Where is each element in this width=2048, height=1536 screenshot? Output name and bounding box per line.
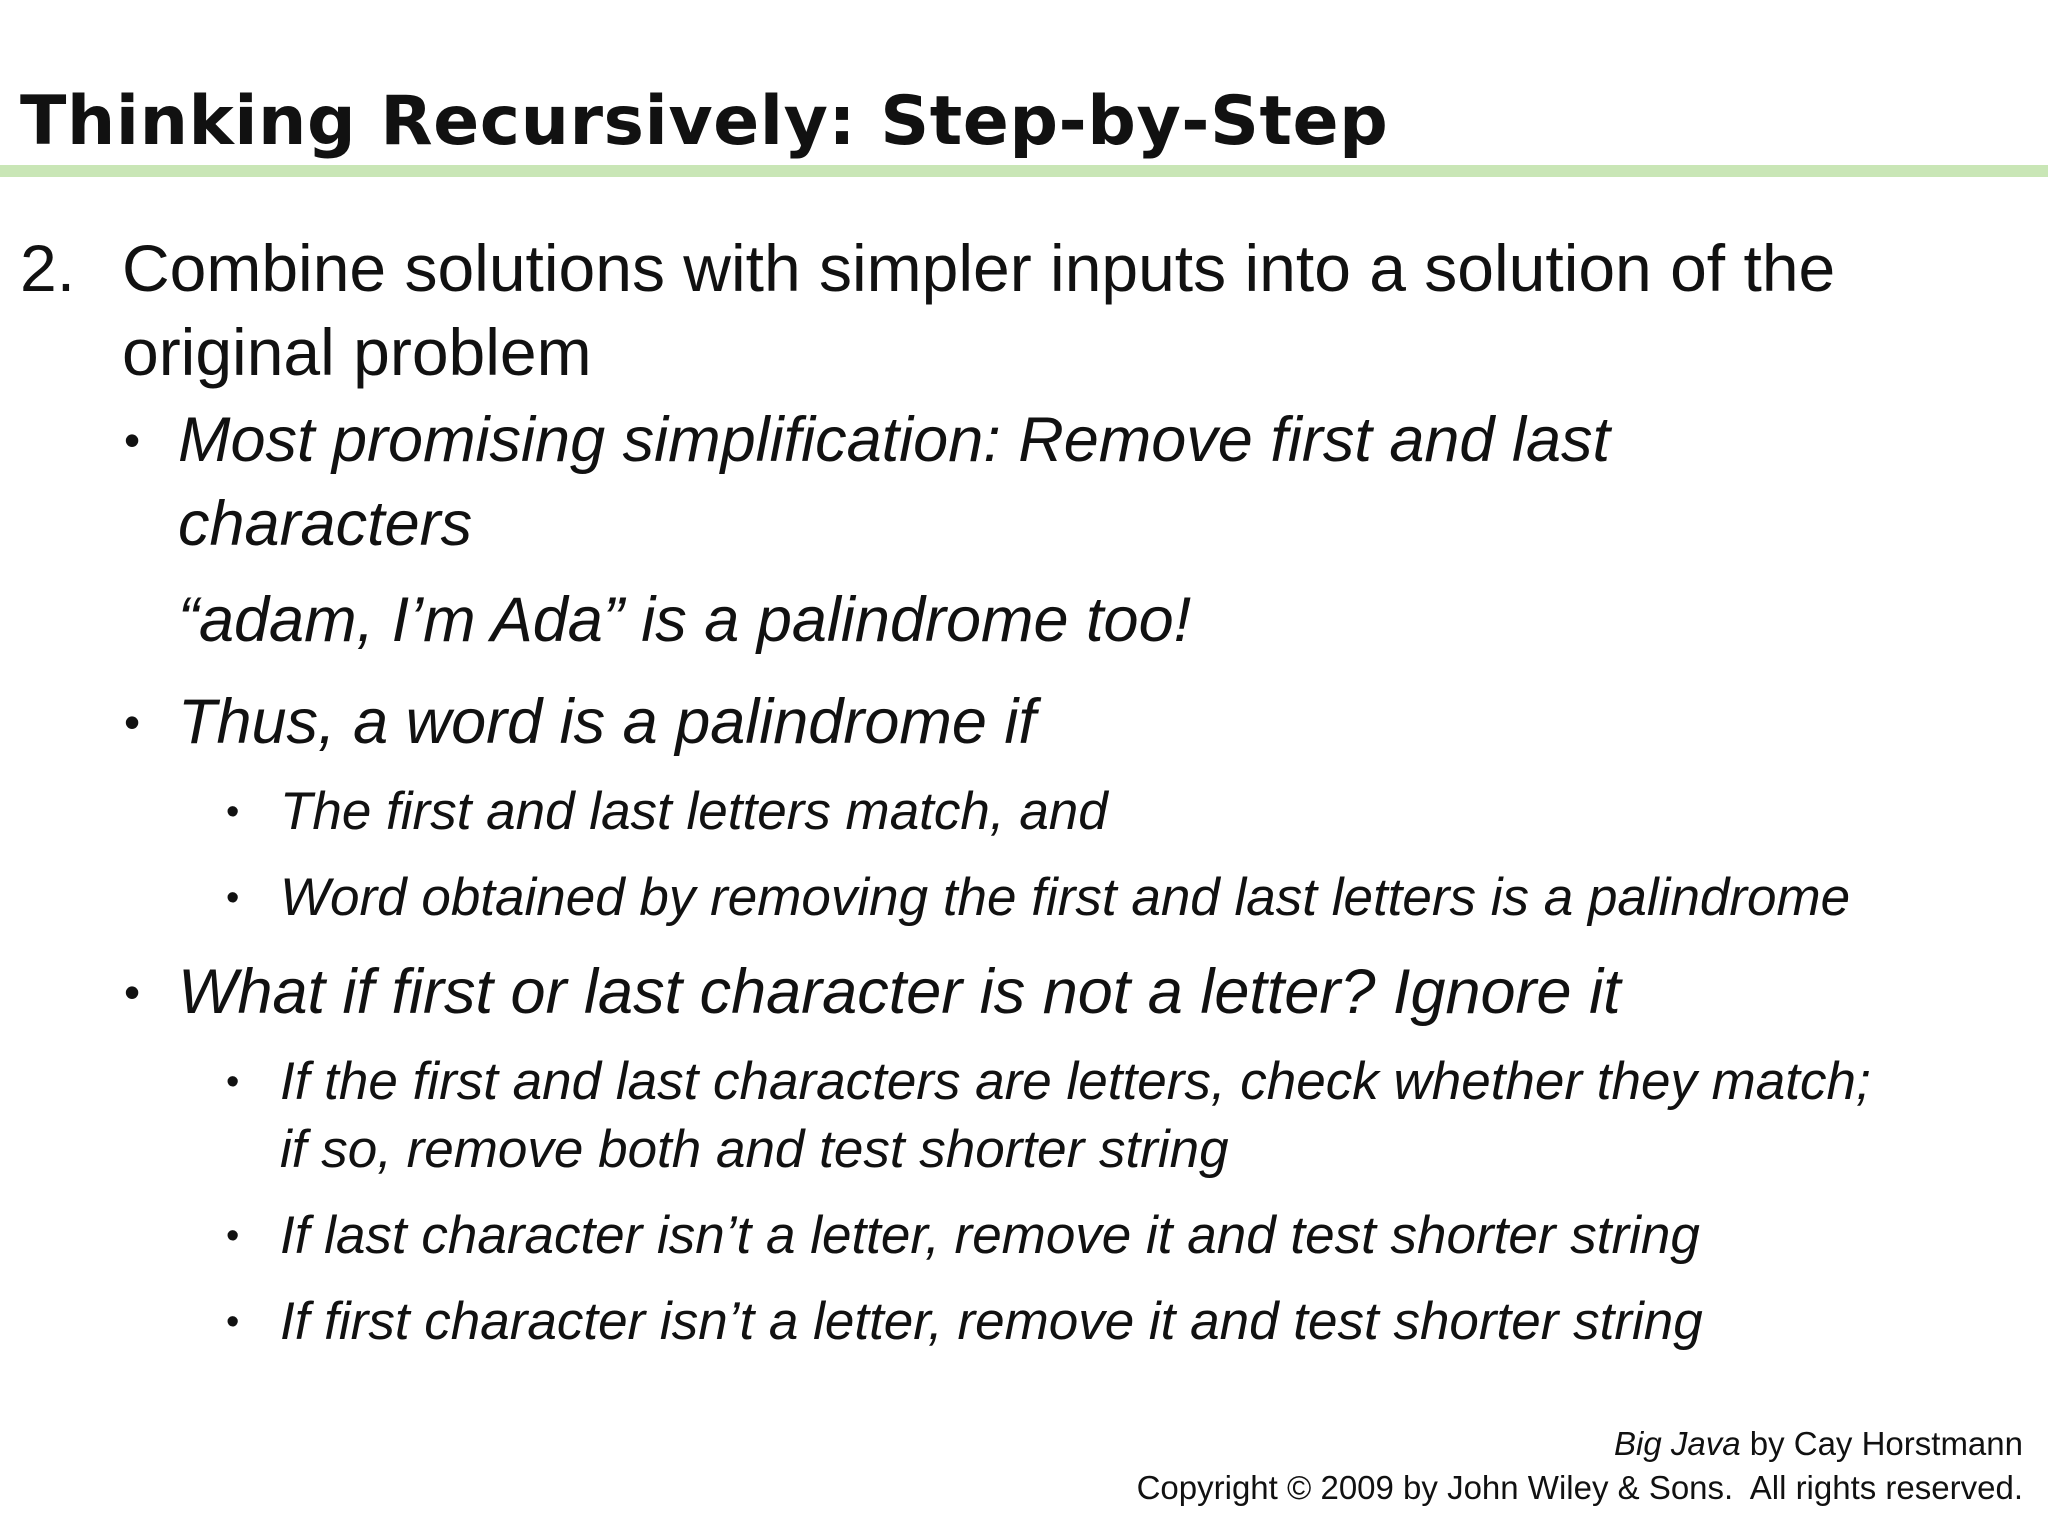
slide-title: Thinking Recursively: Step-by-Step [20, 82, 1389, 161]
sub-bullet-both-letters-line-1: If the first and last characters are letters, check whether they match; [280, 1052, 1871, 1111]
bullet-dot: • [124, 414, 141, 466]
bullet-dot: • [124, 696, 141, 748]
palindrome-example: “adam, I’m Ada” is a palindrome too! [178, 585, 1192, 655]
sub-bullet-first-not-letter: If first character isn’t a letter, remove it and test shorter string [280, 1292, 1703, 1351]
point-text [122, 226, 1835, 394]
book-author: by Cay Horstmann [1740, 1425, 2023, 1462]
point-text-line-2: original problem [122, 315, 592, 389]
sub-bullet-remaining-palindrome: Word obtained by removing the first and last letters is a palindrome [280, 868, 1851, 927]
footer-credit [1137, 1422, 2023, 1466]
point-number: 2. [20, 231, 76, 305]
footer-copyright: Copyright © 2009 by John Wiley & Sons. All rights reserved. [1136, 1469, 2023, 1506]
sub-bullet-dot: • [226, 1215, 240, 1257]
bullet-palindrome-if: Thus, a word is a palindrome if [178, 687, 1036, 757]
sub-bullet-dot: • [226, 1061, 240, 1103]
footer [1137, 1422, 2023, 1510]
sub-bullet-last-not-letter: If last character isn’t a letter, remove it and test shorter string [280, 1206, 1700, 1265]
bullet-not-a-letter: What if first or last character is not a letter? Ignore it [178, 957, 1621, 1027]
bullet-dot: • [124, 966, 141, 1018]
sub-bullet-dot: • [226, 791, 240, 833]
sub-bullet-dot: • [226, 1301, 240, 1343]
sub-bullet-letters-match: The first and last letters match, and [280, 782, 1108, 841]
point-text-line-1: Combine solutions with simpler inputs into a solution of the [122, 231, 1836, 305]
title-divider [0, 165, 2048, 177]
bullet-simplification [178, 398, 1610, 566]
bullet-simplification-line-1: Most promising simplification: Remove first and last [178, 405, 1610, 475]
bullet-simplification-line-2: characters [178, 489, 473, 559]
sub-bullet-both-letters-line-2: if so, remove both and test shorter string [280, 1120, 1229, 1179]
book-title: Big Java [1613, 1425, 1741, 1462]
sub-bullet-dot: • [226, 877, 240, 919]
sub-bullet-both-letters [280, 1048, 1871, 1184]
